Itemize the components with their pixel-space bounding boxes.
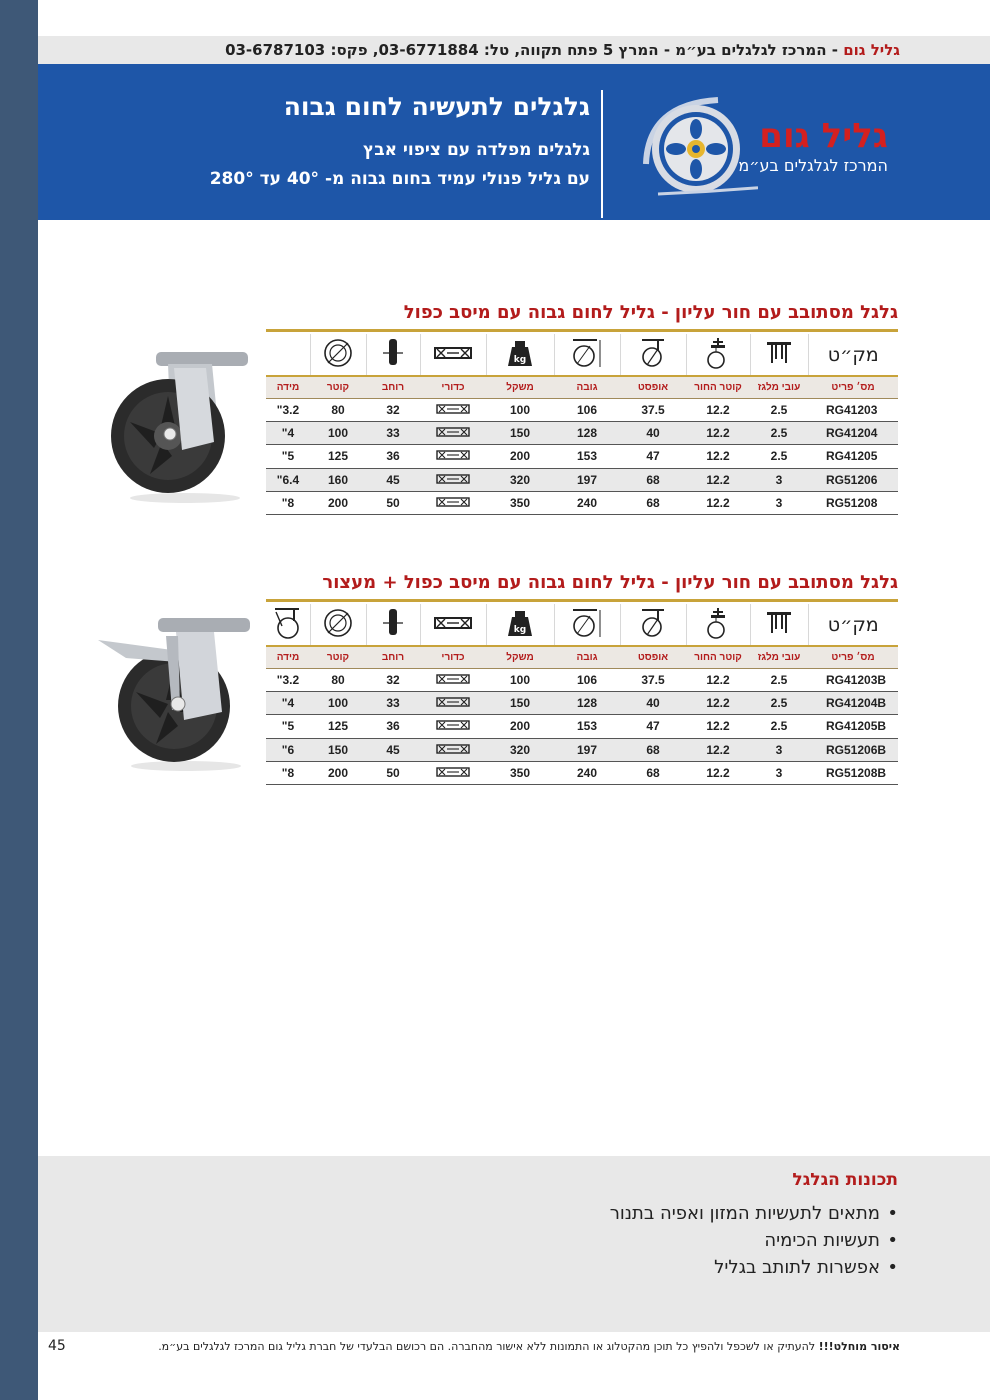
cell-weight: 150: [486, 691, 554, 714]
table-row: [266, 398, 898, 421]
brake-icon: [266, 604, 310, 646]
ball-bearing-icon: [436, 427, 470, 437]
cell-bearing: [420, 762, 486, 785]
cell-bearing: [420, 738, 486, 761]
wheel-logo-icon: [638, 94, 758, 204]
features-title: תכונות הגלגל: [792, 1170, 898, 1190]
header-weight: משקל: [486, 376, 554, 398]
ball-bearing-icon: [436, 767, 470, 777]
feature-text: מתאים לתעשיות המזון ואפיה בתנור: [609, 1203, 880, 1224]
ball-bearing-icon: [436, 497, 470, 507]
table-row: [266, 715, 898, 738]
cell-bearing: [420, 421, 486, 444]
cell-plate-thickness: 3: [750, 492, 808, 515]
weight-kg-icon: [486, 334, 554, 376]
cell-diameter: 160: [310, 468, 366, 491]
sku-label: מק״ט: [827, 343, 879, 366]
cell-item-number: RG41204: [808, 421, 898, 444]
cell-weight: 100: [486, 668, 554, 691]
cell-item-number: RG41204B: [808, 691, 898, 714]
banner-divider: [601, 90, 603, 218]
cell-size: 6.4": [266, 468, 310, 491]
table-row: [266, 445, 898, 468]
ball-bearing-icon: [436, 674, 470, 684]
header-hole-diameter: קוטר החור: [686, 646, 750, 668]
section-2-table: [266, 604, 898, 785]
cell-plate-thickness: 2.5: [750, 668, 808, 691]
cell-offset: 37.5: [620, 668, 686, 691]
diameter-icon: [310, 604, 366, 646]
table-row: [266, 738, 898, 761]
copyright-warning: איסור מוחלט!!!: [818, 1340, 900, 1353]
cell-offset: 68: [620, 762, 686, 785]
cell-height: 153: [554, 715, 620, 738]
cell-size: 6": [266, 738, 310, 761]
svg-text:kg: kg: [513, 625, 527, 635]
height-icon: [554, 604, 620, 646]
ball-bearing-icon: [436, 450, 470, 460]
cell-hole-diameter: 12.2: [686, 398, 750, 421]
ball-bearing-icon: [436, 744, 470, 754]
cell-plate-thickness: 2.5: [750, 715, 808, 738]
header-row: [266, 376, 898, 398]
table-row: [266, 668, 898, 691]
header-plate-thickness: עובי מלגז: [750, 646, 808, 668]
diameter-icon: [310, 334, 366, 376]
cell-size: 5": [266, 445, 310, 468]
cell-size: 3.2": [266, 668, 310, 691]
feature-text: אפשרות לתותב בגליל: [714, 1257, 880, 1278]
cell-bearing: [420, 691, 486, 714]
cell-bearing: [420, 668, 486, 691]
section-2-title: גלגל מסתובב עם חור עליון - גליל לחום גבוה עם מיסב כפול + מעצור: [322, 572, 898, 593]
cell-diameter: 80: [310, 398, 366, 421]
width-icon: [366, 604, 420, 646]
sku-label: מק״ט: [827, 613, 879, 636]
features-panel: [38, 1156, 990, 1332]
cell-offset: 68: [620, 738, 686, 761]
empty-icon-cell: [266, 334, 310, 376]
cell-plate-thickness: 2.5: [750, 398, 808, 421]
cell-hole-diameter: 12.2: [686, 762, 750, 785]
cell-plate-thickness: 2.5: [750, 445, 808, 468]
cell-item-number: RG41203B: [808, 668, 898, 691]
page-number: 45: [48, 1338, 66, 1354]
cell-weight: 150: [486, 421, 554, 444]
cell-size: 8": [266, 492, 310, 515]
cell-weight: 200: [486, 445, 554, 468]
page-title: גלגלים לתעשיה לחום גבוה: [283, 92, 590, 121]
weight-kg-icon: [486, 604, 554, 646]
cell-item-number: RG51208B: [808, 762, 898, 785]
cell-plate-thickness: 3: [750, 468, 808, 491]
logo-tagline: המרכז לגלגלים בע״מ: [738, 156, 888, 175]
icon-row: [266, 604, 898, 646]
ball-bearing-icon: [436, 720, 470, 730]
bullet-icon: •: [887, 1257, 898, 1278]
cell-offset: 68: [620, 468, 686, 491]
cell-size: 8": [266, 762, 310, 785]
header-weight: משקל: [486, 646, 554, 668]
feature-text: תעשיות הכימיה: [764, 1230, 880, 1251]
cell-hole-diameter: 12.2: [686, 691, 750, 714]
cell-width: 33: [366, 691, 420, 714]
header-bearing: כדורי: [420, 376, 486, 398]
plate-thickness-icon: [750, 334, 808, 376]
cell-weight: 320: [486, 468, 554, 491]
cell-item-number: RG51206B: [808, 738, 898, 761]
cell-item-number: RG41205: [808, 445, 898, 468]
header-row: [266, 646, 898, 668]
cell-height: 128: [554, 691, 620, 714]
cell-width: 50: [366, 762, 420, 785]
copyright-notice: [38, 1332, 990, 1362]
cell-offset: 40: [620, 421, 686, 444]
cell-height: 106: [554, 668, 620, 691]
cell-hole-diameter: 12.2: [686, 715, 750, 738]
cell-width: 32: [366, 398, 420, 421]
header-diameter: קוטר: [310, 646, 366, 668]
cell-width: 45: [366, 738, 420, 761]
header-item-number: מס׳ פריט: [808, 646, 898, 668]
cell-weight: 350: [486, 492, 554, 515]
offset-icon: [620, 604, 686, 646]
feature-item: [610, 1254, 898, 1281]
cell-hole-diameter: 12.2: [686, 668, 750, 691]
page-subtitle-2: עם גליל פנולי עמיד בחום גבוה מ- 40° עד 280°: [209, 169, 590, 189]
cell-weight: 100: [486, 398, 554, 421]
cell-weight: 320: [486, 738, 554, 761]
header-plate-thickness: עובי מלגז: [750, 376, 808, 398]
table-row: [266, 421, 898, 444]
cell-diameter: 100: [310, 421, 366, 444]
cell-item-number: RG41203: [808, 398, 898, 421]
cell-plate-thickness: 2.5: [750, 691, 808, 714]
cell-diameter: 150: [310, 738, 366, 761]
cell-diameter: 100: [310, 691, 366, 714]
bullet-icon: •: [887, 1203, 898, 1224]
cell-diameter: 200: [310, 492, 366, 515]
width-icon: [366, 334, 420, 376]
contact-address: - המרכז לגלגלים בע״מ - המרץ 5 פתח תקווה, טל: 03-6771884, פקס: 03-6787103: [225, 41, 844, 59]
svg-text:kg: kg: [513, 355, 527, 365]
ball-bearing-icon: [420, 604, 486, 646]
section-1-title: גלגל מסתובב עם חור עליון - גליל לחום גבוה עם מיסב כפול: [403, 302, 898, 323]
section-2-rule: [266, 599, 898, 602]
cell-item-number: RG51208: [808, 492, 898, 515]
swivel-caster-with-brake-image: [96, 612, 262, 774]
cell-size: 5": [266, 715, 310, 738]
ball-bearing-icon: [420, 334, 486, 376]
header-item-number: מס׳ פריט: [808, 376, 898, 398]
cell-height: 240: [554, 762, 620, 785]
feature-item: [610, 1200, 898, 1227]
header-height: גובה: [554, 376, 620, 398]
sku-label-cell: [808, 334, 898, 376]
offset-icon: [620, 334, 686, 376]
cell-hole-diameter: 12.2: [686, 492, 750, 515]
title-banner: [38, 64, 990, 220]
cell-height: 240: [554, 492, 620, 515]
cell-width: 50: [366, 492, 420, 515]
contact-line: [38, 36, 990, 64]
cell-plate-thickness: 3: [750, 762, 808, 785]
cell-height: 197: [554, 738, 620, 761]
icon-row: [266, 334, 898, 376]
header-size: מידה: [266, 646, 310, 668]
contact-brand: גליל גום: [843, 41, 900, 59]
cell-offset: 37.5: [620, 398, 686, 421]
cell-height: 153: [554, 445, 620, 468]
cell-bearing: [420, 445, 486, 468]
page-subtitle-1: גלגלים מפלדה עם ציפוי אבץ: [363, 140, 590, 160]
section-1-table: [266, 334, 898, 515]
header-width: רוחב: [366, 376, 420, 398]
header-diameter: קוטר: [310, 376, 366, 398]
features-list: [610, 1200, 898, 1281]
header-size: מידה: [266, 376, 310, 398]
cell-width: 36: [366, 715, 420, 738]
header-bearing: כדורי: [420, 646, 486, 668]
cell-height: 197: [554, 468, 620, 491]
cell-size: 4": [266, 421, 310, 444]
swivel-caster-image: [110, 346, 260, 506]
cell-width: 45: [366, 468, 420, 491]
cell-width: 33: [366, 421, 420, 444]
cell-bearing: [420, 398, 486, 421]
side-color-bar: [0, 0, 38, 1400]
cell-plate-thickness: 2.5: [750, 421, 808, 444]
bullet-icon: •: [887, 1230, 898, 1251]
height-icon: [554, 334, 620, 376]
sku-label-cell: [808, 604, 898, 646]
cell-bearing: [420, 715, 486, 738]
cell-hole-diameter: 12.2: [686, 468, 750, 491]
cell-height: 128: [554, 421, 620, 444]
ball-bearing-icon: [436, 697, 470, 707]
cell-offset: 47: [620, 715, 686, 738]
cell-bearing: [420, 468, 486, 491]
header-height: גובה: [554, 646, 620, 668]
table-row: [266, 468, 898, 491]
bolt-hole-icon: [686, 334, 750, 376]
feature-item: [610, 1227, 898, 1254]
cell-width: 36: [366, 445, 420, 468]
cell-width: 32: [366, 668, 420, 691]
company-logo: [638, 94, 938, 204]
cell-offset: 40: [620, 691, 686, 714]
section-1-rule: [266, 329, 898, 332]
cell-item-number: RG41205B: [808, 715, 898, 738]
cell-hole-diameter: 12.2: [686, 421, 750, 444]
cell-diameter: 125: [310, 715, 366, 738]
cell-offset: 68: [620, 492, 686, 515]
cell-height: 106: [554, 398, 620, 421]
ball-bearing-icon: [436, 474, 470, 484]
table-row: [266, 492, 898, 515]
cell-weight: 350: [486, 762, 554, 785]
cell-diameter: 80: [310, 668, 366, 691]
cell-diameter: 125: [310, 445, 366, 468]
cell-weight: 200: [486, 715, 554, 738]
copyright-text: להעתיק או לשכפל ולהפיץ כל תוכן מהקטלוג או התמונות ללא אישור מהחברה. הם רכושם הבלעדי של חברת גליל גום המרכז לגלגלים בע״מ.: [158, 1340, 819, 1353]
header-hole-diameter: קוטר החור: [686, 376, 750, 398]
cell-hole-diameter: 12.2: [686, 445, 750, 468]
cell-hole-diameter: 12.2: [686, 738, 750, 761]
bolt-hole-icon: [686, 604, 750, 646]
plate-thickness-icon: [750, 604, 808, 646]
cell-item-number: RG51206: [808, 468, 898, 491]
cell-diameter: 200: [310, 762, 366, 785]
table-row: [266, 762, 898, 785]
header-offset: אופסט: [620, 646, 686, 668]
cell-size: 4": [266, 691, 310, 714]
cell-bearing: [420, 492, 486, 515]
table-row: [266, 691, 898, 714]
ball-bearing-icon: [436, 404, 470, 414]
header-offset: אופסט: [620, 376, 686, 398]
header-width: רוחב: [366, 646, 420, 668]
logo-name: גליל גום: [759, 116, 888, 156]
cell-offset: 47: [620, 445, 686, 468]
cell-size: 3.2": [266, 398, 310, 421]
cell-plate-thickness: 3: [750, 738, 808, 761]
